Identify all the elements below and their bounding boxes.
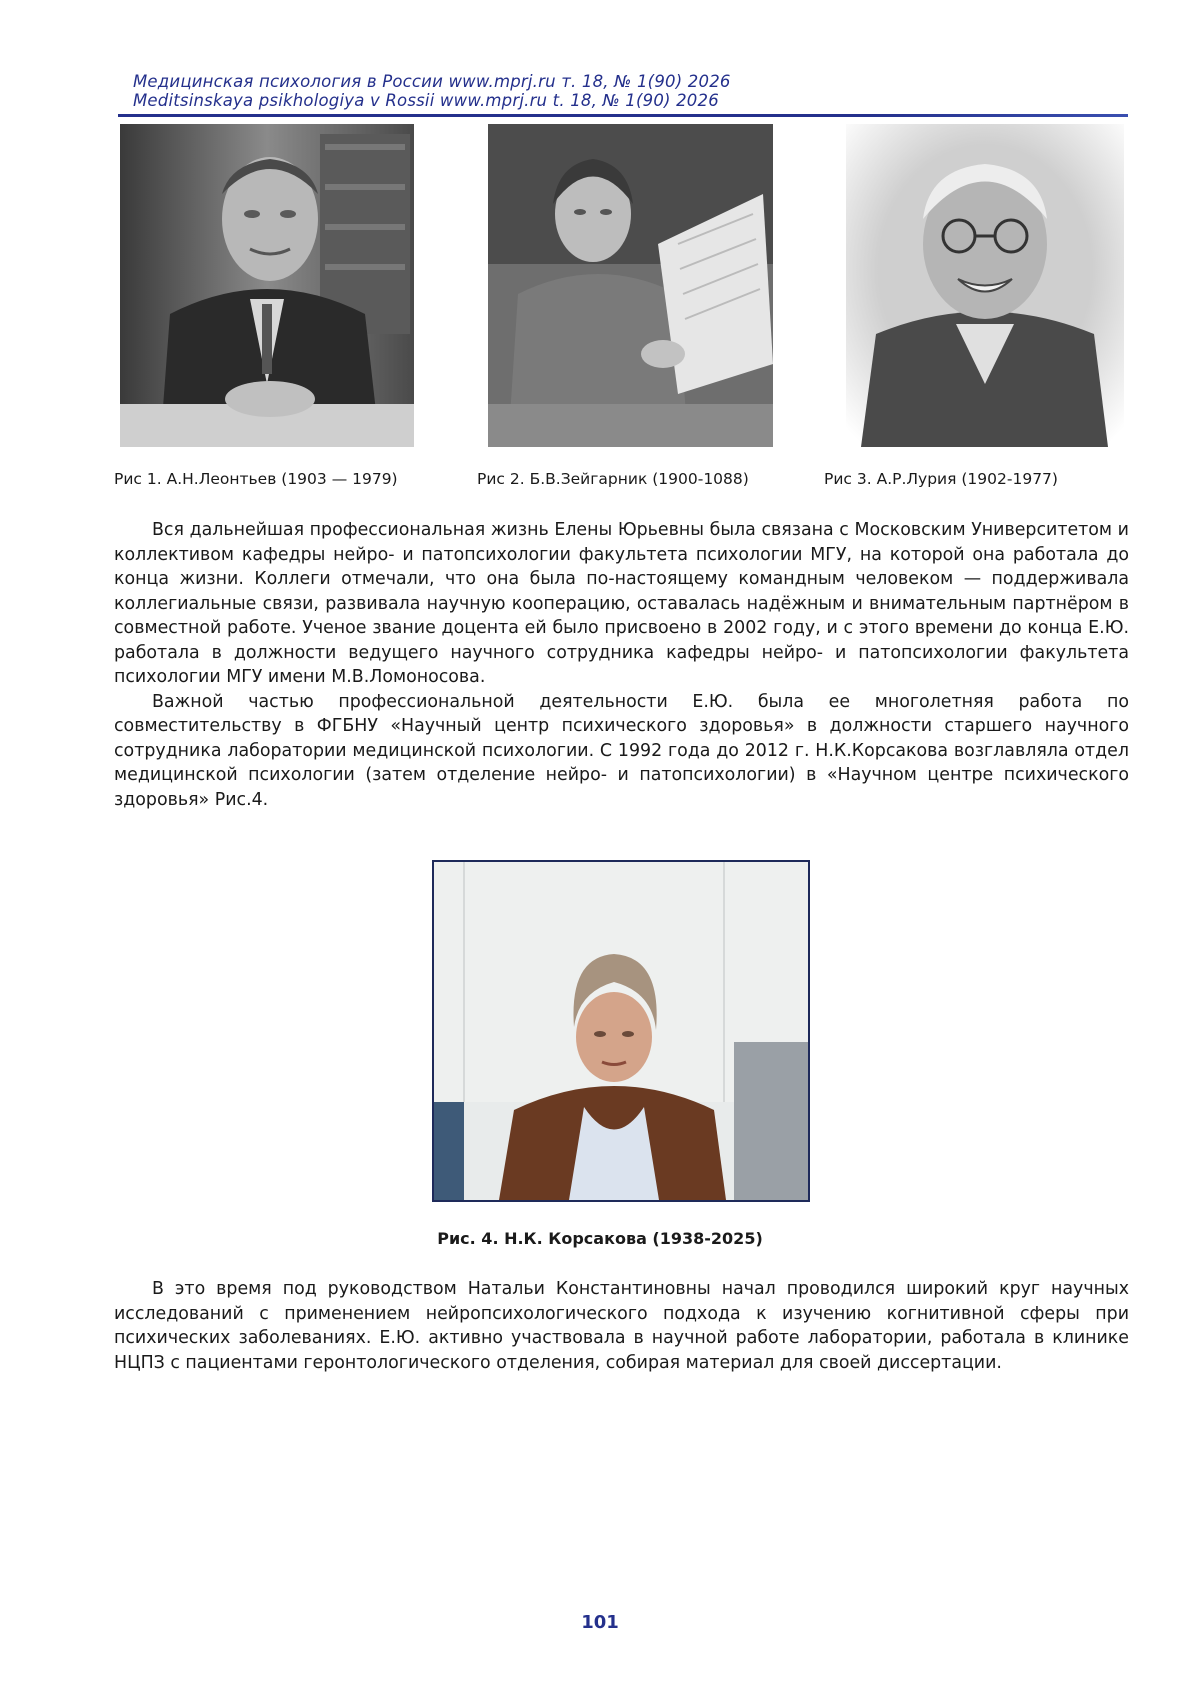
paragraph: Вся дальнейшая профессиональная жизнь Елены Юрьевны была связана с Московским Университетом и коллективом кафедры нейро- и патопсихологии факультета психологии МГУ, на которой она работала до конца жизни. Коллеги отмечали, что она была по-настоящему командным человеком — поддерживала коллегиальные связи, развивала научную кооперацию, оставалась надёжным и внимательным партнёром в совместной работе. Ученое звание доцента ей было присвоено в 2002 году, и с этого времени до конца Е.Ю. работала в должности ведущего научного сотрудника кафедры нейро- и патопсихологии факультета психологии МГУ имени М.В.Ломоносова. <box>114 520 1129 687</box>
figure-2-caption: Рис 2. Б.В.Зейгарник (1900-1088) <box>477 470 749 488</box>
figure-3-caption: Рис 3. А.Р.Лурия (1902-1977) <box>824 470 1058 488</box>
photo-korsakova <box>432 860 810 1202</box>
body-text-section-2 <box>114 1277 1129 1375</box>
header-line-ru: Медицинская психология в России www.mprj.ru т. 18, № 1(90) 2026 <box>133 72 731 91</box>
photo-luria <box>846 124 1124 447</box>
photo-leontiev <box>120 124 414 447</box>
page-number: 101 <box>581 1612 619 1633</box>
photo-zeigarnik <box>488 124 773 447</box>
body-text-section-1 <box>114 518 1129 812</box>
paragraph: В это время под руководством Натальи Константиновны начал проводился широкий круг научных исследований с применением нейропсихологического подхода к изучению когнитивной сферы при психических заболеваниях. Е.Ю. активно участвовала в научной работе лаборатории, работала в клинике НЦПЗ с пациентами геронтологического отделения, собирая материал для своей диссертации. <box>114 1279 1129 1373</box>
figure-4-caption: Рис. 4. Н.К. Корсакова (1938-2025) <box>437 1229 763 1248</box>
running-header <box>133 72 1125 110</box>
header-line-en: Meditsinskaya psikhologiya v Rossii www.mprj.ru t. 18, № 1(90) 2026 <box>133 91 719 110</box>
header-rule <box>118 114 1128 117</box>
figure-1-caption: Рис 1. А.Н.Леонтьев (1903 — 1979) <box>114 470 398 488</box>
paragraph: Важной частью профессиональной деятельности Е.Ю. была ее многолетняя работа по совместительству в ФГБНУ «Научный центр психического здоровья» в должности старшего научного сотрудника лаборатории медицинской психологии. С 1992 года до 2012 г. Н.К.Корсакова возглавляла отдел медицинской психологии (затем отделение нейро- и патопсихологии) в «Научном центре психического здоровья» Рис.4. <box>114 691 1129 810</box>
